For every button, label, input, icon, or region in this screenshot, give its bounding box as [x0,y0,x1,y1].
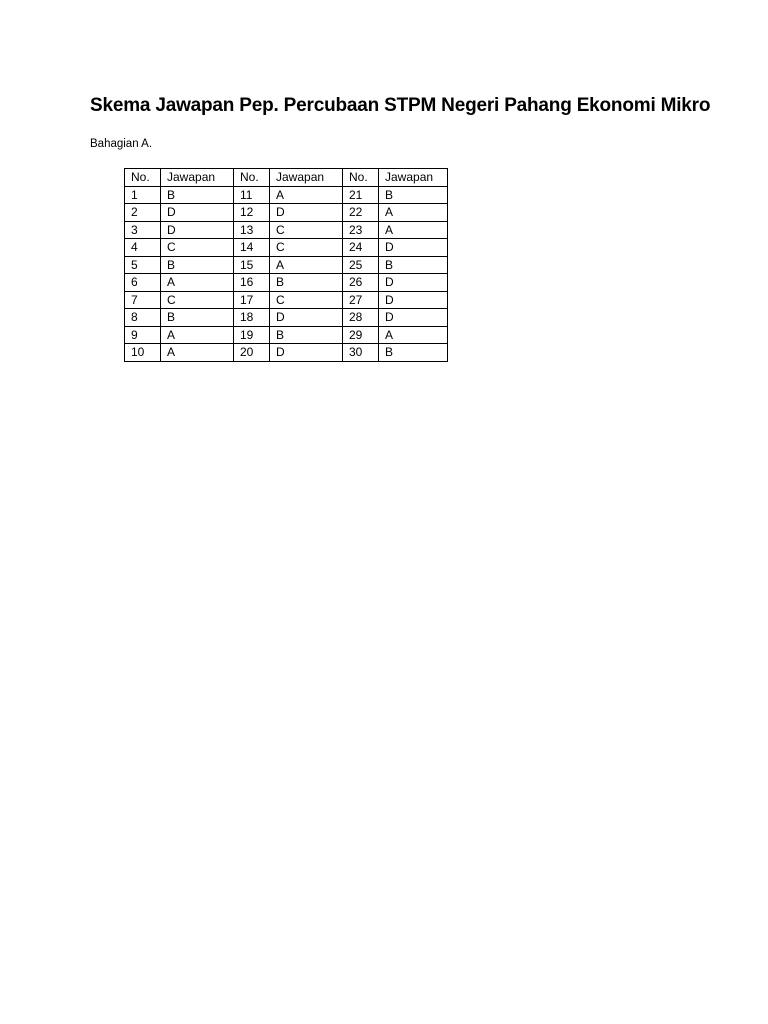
column-header: Jawapan [270,169,343,187]
question-number-cell: 23 [343,221,379,239]
column-header: No. [234,169,270,187]
answer-cell: B [161,309,234,327]
answer-cell: D [379,239,448,257]
table-row [125,204,448,222]
question-number-cell: 15 [234,256,270,274]
question-number-cell: 8 [125,309,161,327]
answer-cell: D [161,221,234,239]
question-number-cell: 17 [234,291,270,309]
answer-cell: C [270,239,343,257]
answer-cell: A [161,274,234,292]
question-number-cell: 16 [234,274,270,292]
question-number-cell: 12 [234,204,270,222]
answer-cell: A [161,344,234,362]
question-number-cell: 24 [343,239,379,257]
question-number-cell: 20 [234,344,270,362]
question-number-cell: 21 [343,186,379,204]
question-number-cell: 2 [125,204,161,222]
question-number-cell: 11 [234,186,270,204]
table-row [125,309,448,327]
table-row [125,221,448,239]
question-number-cell: 13 [234,221,270,239]
table-row [125,274,448,292]
answer-cell: D [161,204,234,222]
table-row [125,326,448,344]
question-number-cell: 25 [343,256,379,274]
question-number-cell: 5 [125,256,161,274]
answer-cell: B [161,256,234,274]
question-number-cell: 30 [343,344,379,362]
answer-cell: B [379,186,448,204]
answer-cell: A [161,326,234,344]
question-number-cell: 26 [343,274,379,292]
column-header: No. [343,169,379,187]
table-row [125,186,448,204]
answer-cell: A [379,221,448,239]
table-row [125,256,448,274]
question-number-cell: 27 [343,291,379,309]
answer-cell: C [161,239,234,257]
answer-cell: C [161,291,234,309]
answer-cell: B [379,344,448,362]
table-row [125,344,448,362]
answer-cell: A [379,326,448,344]
question-number-cell: 9 [125,326,161,344]
answer-key-table [124,168,448,362]
answer-cell: D [270,309,343,327]
answer-cell: D [379,274,448,292]
answer-cell: A [270,256,343,274]
question-number-cell: 1 [125,186,161,204]
question-number-cell: 3 [125,221,161,239]
answer-cell: D [270,344,343,362]
question-number-cell: 14 [234,239,270,257]
question-number-cell: 19 [234,326,270,344]
answer-cell: B [270,274,343,292]
question-number-cell: 22 [343,204,379,222]
question-number-cell: 28 [343,309,379,327]
table-row [125,239,448,257]
question-number-cell: 29 [343,326,379,344]
question-number-cell: 4 [125,239,161,257]
answer-cell: A [270,186,343,204]
column-header: Jawapan [161,169,234,187]
section-heading: Bahagian A. [90,138,153,150]
answer-cell: D [270,204,343,222]
table-row [125,291,448,309]
answer-cell: B [379,256,448,274]
answer-cell: B [270,326,343,344]
question-number-cell: 18 [234,309,270,327]
answer-cell: B [161,186,234,204]
answer-rows [125,186,448,361]
answer-cell: D [379,291,448,309]
column-header: No. [125,169,161,187]
column-header: Jawapan [379,169,448,187]
question-number-cell: 10 [125,344,161,362]
document-title: Skema Jawapan Pep. Percubaan STPM Negeri Pahang Ekonomi Mikro [90,95,711,116]
table-header-row [125,169,448,187]
answer-cell: C [270,291,343,309]
answer-cell: A [379,204,448,222]
answer-cell: D [379,309,448,327]
question-number-cell: 6 [125,274,161,292]
question-number-cell: 7 [125,291,161,309]
answer-cell: C [270,221,343,239]
